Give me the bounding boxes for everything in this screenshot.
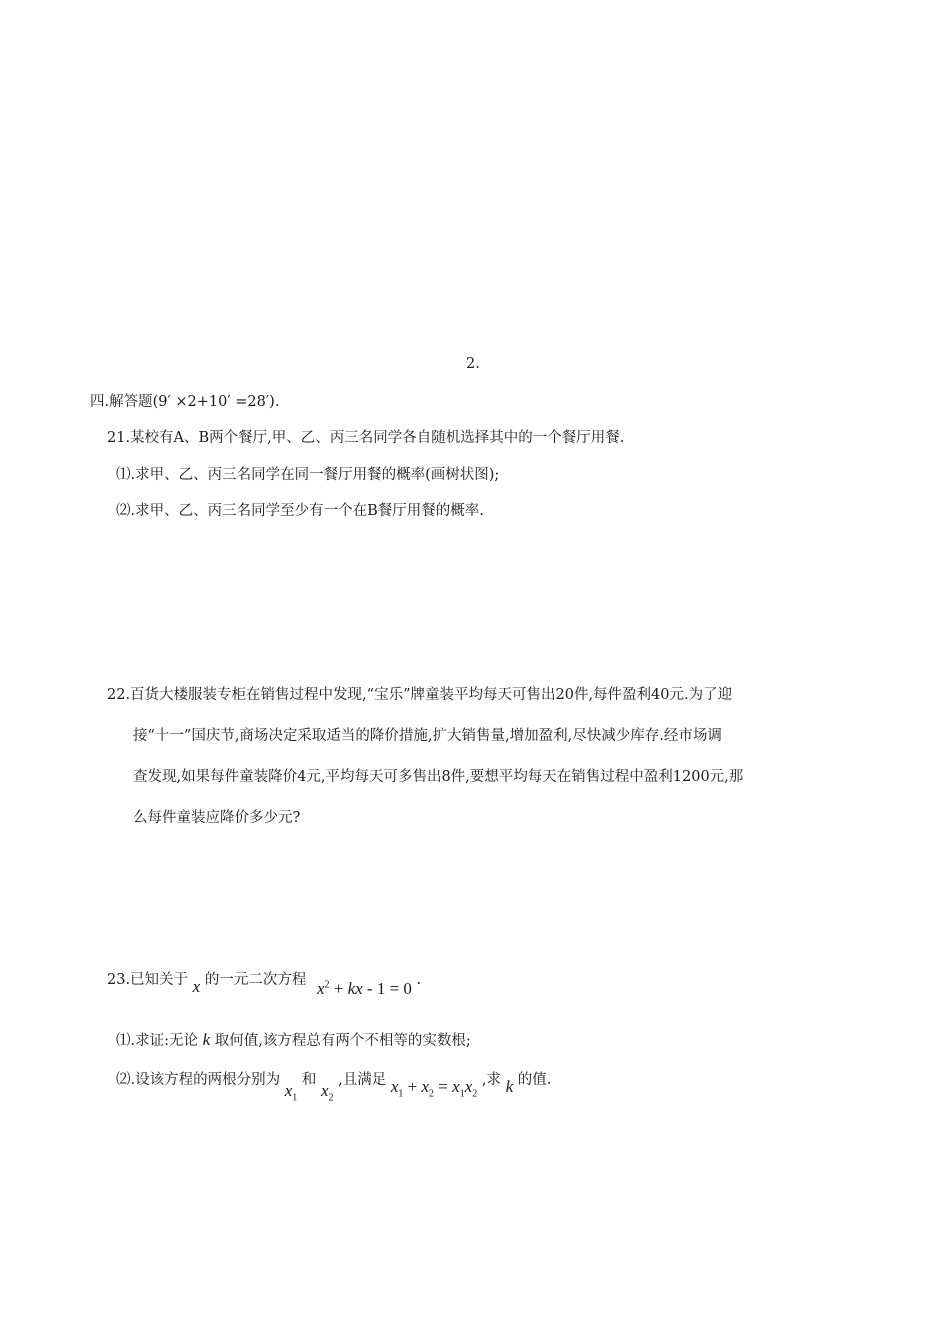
variable-k-2: k bbox=[505, 1077, 514, 1096]
variable-k: k bbox=[202, 1030, 211, 1049]
question-21-stem: 21.某校有A、B两个餐厅,甲、乙、丙三名同学各自随机选择其中的一个餐厅用餐. bbox=[107, 430, 625, 446]
question-21-part-2: ⑵.求甲、乙、丙三名同学至少有一个在B餐厅用餐的概率. bbox=[116, 503, 484, 519]
question-22-line-3: 查发现,如果每件童装降价4元,平均每天可多售出8件,要想平均每天在销售过程中盈利1200元,那 bbox=[133, 769, 744, 785]
root-x2: $x_2$ bbox=[320, 1081, 334, 1104]
question-23-part-1: ⑴.求证:无论 k 取何值,该方程总有两个不相等的实数根; bbox=[116, 1030, 471, 1049]
roots-relation: $x_1 + x_2 = x_1x_2$ bbox=[390, 1077, 478, 1100]
variable-x: x bbox=[192, 977, 201, 996]
question-22-line-4: 么每件童装应降价多少元? bbox=[133, 810, 301, 826]
question-23-stem-middle: 的一元二次方程 bbox=[204, 972, 307, 988]
question-23-stem-end: . bbox=[416, 972, 422, 988]
quadratic-equation: $x^2$ + kx - 1 = 0 bbox=[316, 979, 412, 998]
root-x1: $x_1$ bbox=[284, 1081, 298, 1104]
question-23-stem bbox=[107, 968, 421, 999]
question-22-line-1: 22.百货大楼服装专柜在销售过程中发现,“宝乐”牌童装平均每天可售出20件,每件盈利40元.为了迎 bbox=[107, 687, 733, 703]
question-22-line-2: 接“十一”国庆节,商场决定采取适当的降价措施,扩大销售量,增加盈利,尽快减少库存.经市场调 bbox=[133, 728, 722, 744]
question-23-stem-prefix: 23.已知关于 bbox=[107, 972, 189, 988]
question-21-part-1: ⑴.求甲、乙、丙三名同学在同一餐厅用餐的概率(画树状图); bbox=[116, 467, 500, 483]
question-23-part-2: ⑵.设该方程的两根分别为 $x_1$ 和 $x_2$ ,且满足 $x_1 + x_2 = x_1x_2$ ,求 k 的值. bbox=[116, 1072, 552, 1104]
section-heading: 四.解答题(9′ ×2+10′ =28′). bbox=[90, 394, 280, 410]
page-number: 2. bbox=[466, 356, 480, 372]
